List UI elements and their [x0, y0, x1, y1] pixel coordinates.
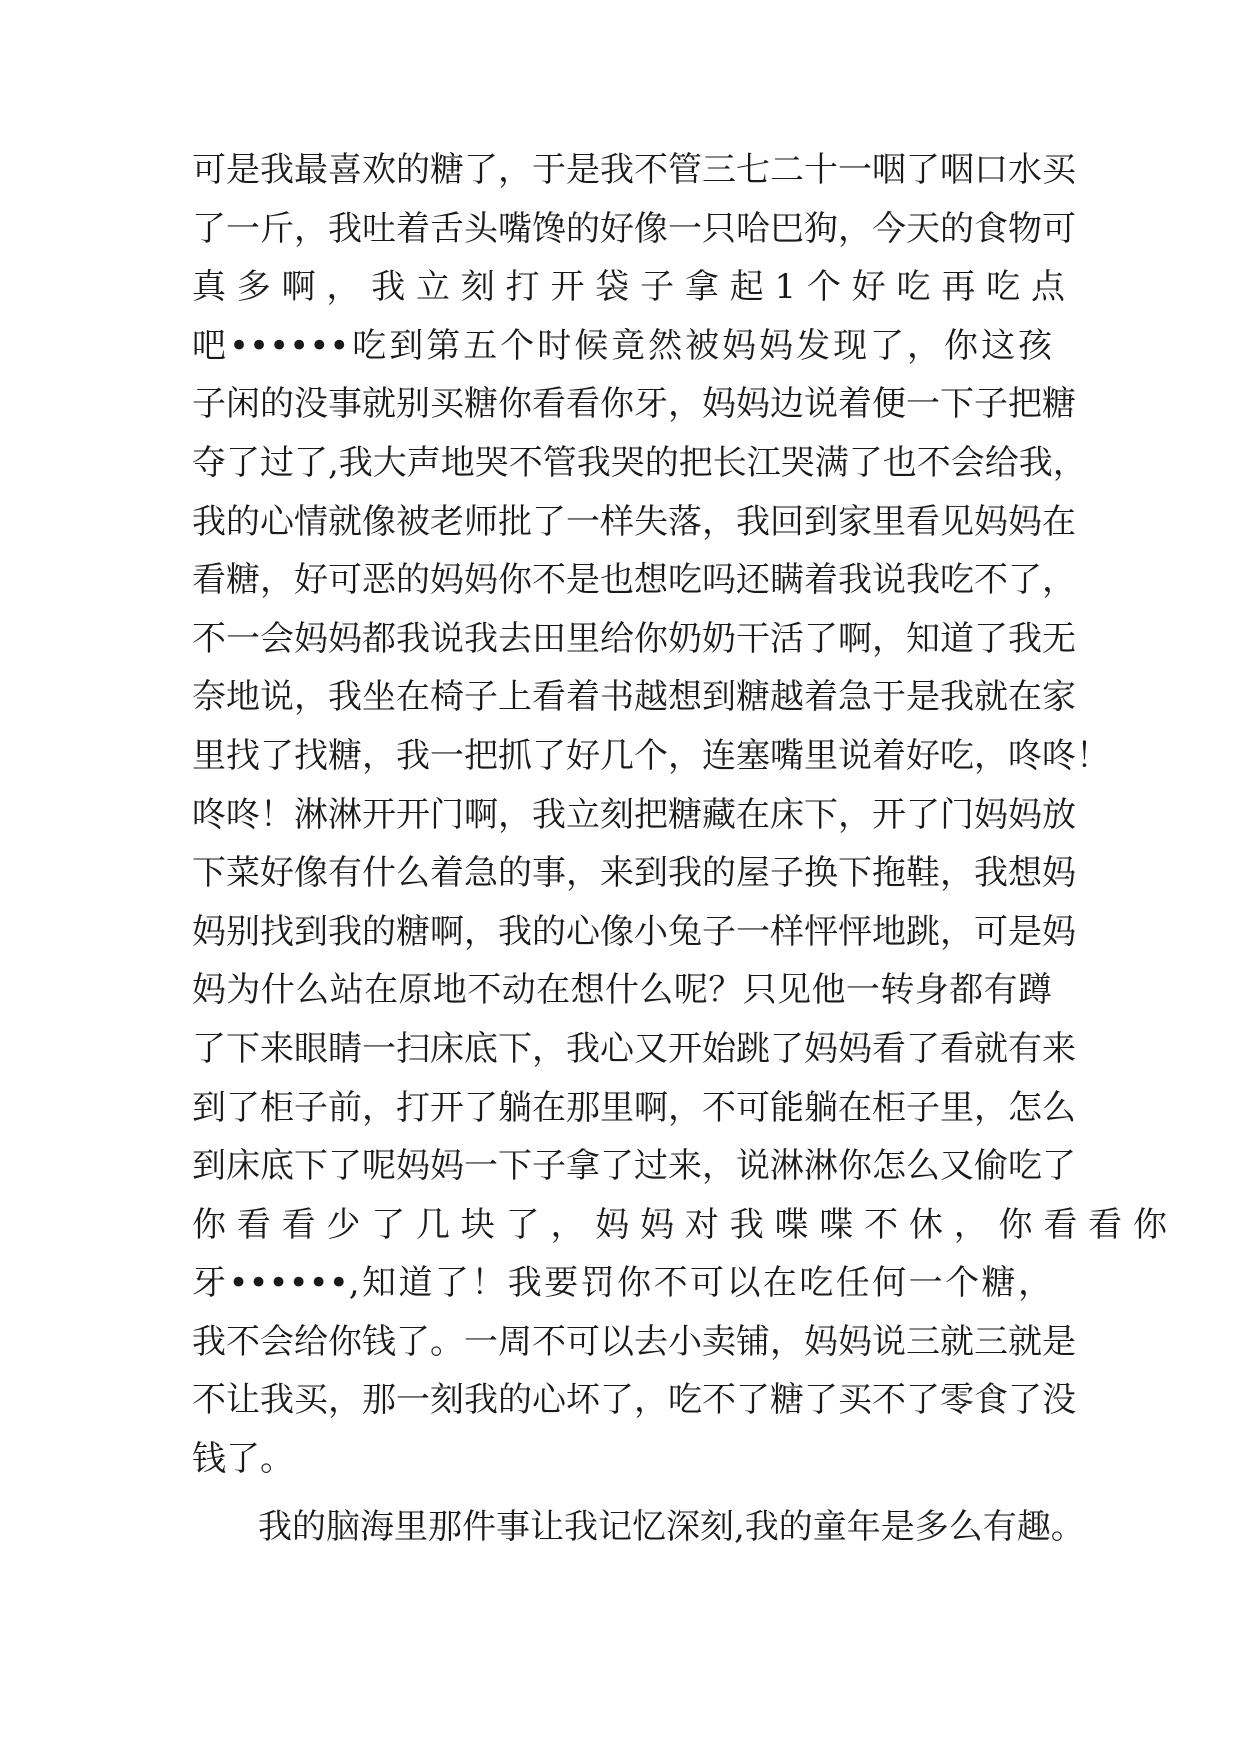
text-line: 了一斤，我吐着舌头嘴馋的好像一只哈巴狗，今天的食物可 — [192, 208, 1076, 249]
text-line: 真 多 啊 ， 我 立 刻 打 开 袋 子 拿 起 1 个 好 吃 再 吃 点 — [192, 267, 1065, 308]
text-line: 我的心情就像被老师批了一样失落，我回到家里看见妈妈在 — [192, 501, 1076, 542]
text-line: 子闲的没事就别买糖你看看你牙，妈妈边说着便一下子把糖 — [192, 384, 1076, 425]
text-line: 咚咚！淋淋开开门啊，我立刻把糖藏在床下，开了门妈妈放 — [192, 794, 1076, 835]
text-line: 不一会妈妈都我说我去田里给你奶奶干活了啊，知道了我无 — [192, 618, 1076, 659]
text-line: 你 看 看 少 了 几 块 了 ， 妈 妈 对 我 喋 喋 不 休 ， 你 看 看 你 — [192, 1204, 1167, 1245]
paragraph-1 — [192, 141, 1167, 1489]
text-line: 看糖，好可恶的妈妈你不是也想吃吗还瞒着我说我吃不了， — [192, 560, 1076, 601]
text-line: 妈别找到我的糖啊，我的心像小兔子一样怦怦地跳，可是妈 — [192, 911, 1076, 952]
text-line: 了下来眼睛一扫床底下，我心又开始跳了妈妈看了看就有来 — [192, 1028, 1076, 1069]
text-line: 吧••••••吃到第五个时候竟然被妈妈发现了，你这孩 — [192, 325, 1052, 366]
paragraph-2: 我的脑海里那件事让我记忆深刻,我的童年是多么有趣。 — [258, 1507, 1085, 1547]
text-line: 不让我买，那一刻我的心坏了，吃不了糖了买不了零食了没 — [192, 1380, 1076, 1421]
text-line: 我不会给你钱了。一周不可以去小卖铺，妈妈说三就三就是 — [192, 1321, 1076, 1362]
text-line: 夺了过了,我大声地哭不管我哭的把长江哭满了也不会给我， — [192, 442, 1087, 483]
text-line: 可是我最喜欢的糖了，于是我不管三七二十一咽了咽口水买 — [192, 150, 1076, 190]
text-line: 牙••••••,知道了！我要罚你不可以在吃任何一个糖， — [192, 1263, 1052, 1304]
text-line: 里找了找糖，我一把抓了好几个，连塞嘴里说着好吃，咚咚！ — [192, 735, 1110, 776]
text-line: 钱了。 — [192, 1439, 294, 1480]
text-line: 妈为什么站在原地不动在想什么呢？只见他一转身都有蹲 — [192, 970, 1052, 1011]
text-line: 下菜好像有什么着急的事，来到我的屋子换下拖鞋，我想妈 — [192, 853, 1076, 894]
text-line: 奈地说，我坐在椅子上看着书越想到糖越着急于是我就在家 — [192, 677, 1076, 718]
text-line: 到了柜子前，打开了躺在那里啊，不可能躺在柜子里，怎么 — [192, 1087, 1076, 1128]
text-line: 到床底下了呢妈妈一下子拿了过来，说淋淋你怎么又偷吃了 — [192, 1146, 1076, 1187]
